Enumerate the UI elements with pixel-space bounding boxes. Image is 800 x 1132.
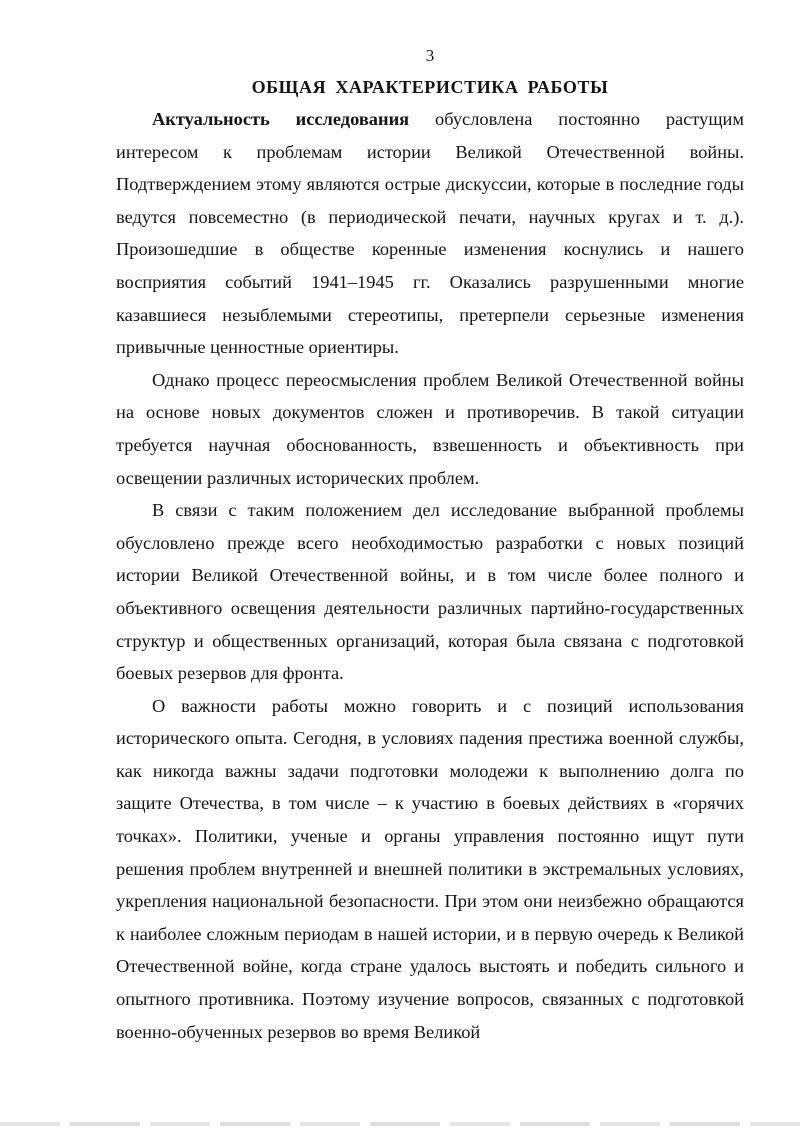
paragraph-research-necessity: В связи с таким положением дел исследование выбранной проблемы обусловлено прежде всего необходимостью разработки с новых позиций истории Великой Отечественной войны, и в том числе более полного и объективного освещения деятельности различных партийно-государственных структур и общественных организаций, которая была связана с подготовкой боевых резервов для фронта. (116, 500, 744, 684)
body-text (116, 103, 744, 1048)
scan-edge (0, 1122, 800, 1126)
paragraph-relevance (116, 103, 744, 364)
paragraph-text: обусловлена постоянно растущим интересом к проблемам истории Великой Отечественной войны. Подтверждением этому являются острые дискуссии, которые в последние годы ведутся повсеместно (в периодической печати, научных кругах и т. д.). Произошедшие в обществе коренные изменения коснулись и нашего восприятия событий 1941–1945 гг. Оказались разрушенными многие казавшиеся незыблемыми стереотипы, претерпели серьезные изменения привычные ценностные ориентиры. (116, 109, 744, 358)
lead-term: Актуальность исследования (152, 109, 410, 129)
section-heading: ОБЩАЯ ХАРАКТЕРИСТИКА РАБОТЫ (251, 77, 609, 97)
page-number: 3 (425, 46, 435, 65)
paragraph-reinterpretation: Однако процесс переосмысления проблем Великой Отечественной войны на основе новых документов сложен и противоречив. В такой ситуации требуется научная обоснованность, взвешенность и объективность при освещении различных исторических проблем. (116, 369, 744, 488)
paragraph-historical-experience: О важности работы можно говорить и с позиций использования исторического опыта. Сегодня, в условиях падения престижа военной службы, как никогда важны задачи подготовки молодежи к выполнению долга по защите Отечества, в том числе – к участию в боевых действиях в «горячих точках». Политики, ученые и органы управления постоянно ищут пути решения проблем внутренней и внешней политики в экстремальных условиях, укрепления национальной безопасности. При этом они неизбежно обращаются к наиболее сложным периодам в нашей истории, и в первую очередь к Великой Отечественной войне, когда стране удалось выстоять и победить сильного и опытного противника. Поэтому изучение вопросов, связанных с подготовкой военно-обученных резервов во время Великой (116, 695, 744, 1042)
